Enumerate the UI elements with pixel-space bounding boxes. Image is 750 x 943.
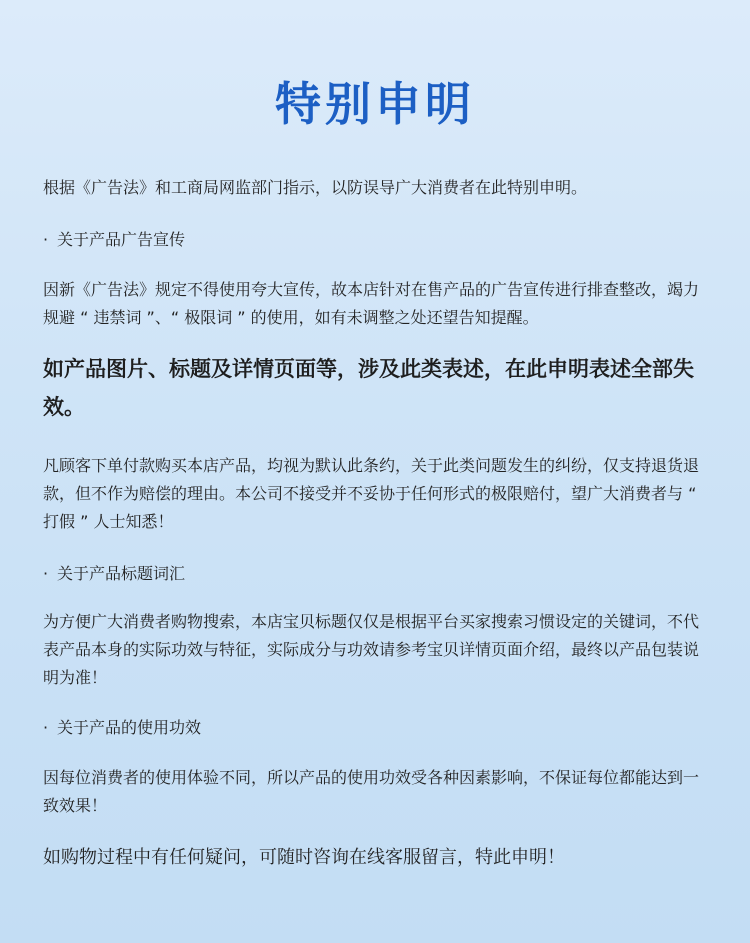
- section-heading-label: 关于产品广告宣传: [57, 230, 186, 249]
- advertising-body-text: 因新《广告法》规定不得使用夸大宣传，故本店针对在售产品的广告宣传进行排查整改，竭力规避 “ 违禁词 ”、“ 极限词 ” 的使用，如有未调整之处还望告知提醒。: [43, 280, 700, 327]
- section-heading-label: 关于产品标题词汇: [57, 564, 186, 583]
- bullet-dot: ·: [43, 230, 49, 249]
- section-heading-label: 关于产品的使用功效: [57, 718, 202, 737]
- section-heading-title-terms: [43, 560, 708, 588]
- efficacy-body-text: 因每位消费者的使用体验不同，所以产品的使用功效受各种因素影响，不保证每位都能达到一致效果！: [43, 768, 700, 815]
- title-terms-body-text: 为方便广大消费者购物搜索，本店宝贝标题仅仅是根据平台买家搜索习惯设定的关键词，不代表产品本身的实际功效与特征，实际成分与功效请参考宝贝详情页面介绍，最终以产品包装说明为准！: [43, 612, 700, 687]
- page-title: 特别申明: [275, 77, 475, 131]
- emphasis-statement: 如产品图片、标题及详情页面等，涉及此类表述，在此申明表述全部失效。: [43, 357, 694, 419]
- section-heading-advertising: [43, 226, 708, 254]
- purchase-notice-text: 凡顾客下单付款购买本店产品，均视为默认此条约，关于此类问题发生的纠纷，仅支持退货退款，但不作为赔偿的理由。本公司不接受并不妥协于任何形式的极限赔付，望广大消费者与 “ 打假 ” 人士知悉！: [43, 456, 700, 531]
- closing-statement: 如购物过程中有任何疑问，可随时咨询在线客服留言，特此申明！: [43, 847, 565, 868]
- bullet-dot: ·: [43, 564, 49, 583]
- bullet-dot: ·: [43, 718, 49, 737]
- intro-text: 根据《广告法》和工商局网监部门指示，以防误导广大消费者在此特别申明。: [43, 178, 588, 197]
- section-heading-efficacy: [43, 714, 708, 742]
